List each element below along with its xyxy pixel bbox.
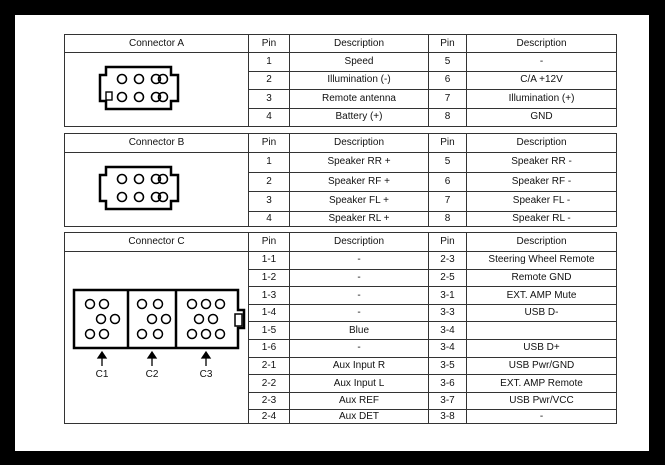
pin-description: - [467, 410, 617, 424]
pin-number: 6 [429, 71, 467, 90]
connector-a-header-row [65, 35, 617, 53]
pin-header: Pin [249, 233, 290, 252]
c1-label: C1 [95, 369, 108, 380]
pin-description: USB Pwr/VCC [467, 392, 617, 410]
pin-description: Illumination (-) [290, 71, 429, 90]
pin-number: 1 [249, 153, 290, 173]
pin-description: Speaker RF - [467, 172, 617, 192]
pin-description: Aux Input R [290, 357, 429, 375]
pin-header: Pin [249, 35, 290, 53]
pin-description: Remote GND [467, 269, 617, 287]
pin-description: GND [467, 108, 617, 127]
pin-description: EXT. AMP Mute [467, 287, 617, 305]
pin-description: Speed [290, 53, 429, 72]
pin-description [467, 322, 617, 340]
pin-number: 1-3 [249, 287, 290, 305]
pin-number: 3-4 [429, 340, 467, 358]
pin-description: Aux Input L [290, 375, 429, 393]
pin-description: - [290, 304, 429, 322]
pin-description: Aux DET [290, 410, 429, 424]
pin-number: 7 [429, 90, 467, 109]
pin-number: 2-3 [249, 392, 290, 410]
connector-a-shape [66, 53, 248, 123]
pin-description: Aux REF [290, 392, 429, 410]
pin-number: 2 [249, 71, 290, 90]
pin-description: EXT. AMP Remote [467, 375, 617, 393]
pin-number: 5 [429, 53, 467, 72]
pin-description: USB D- [467, 304, 617, 322]
pin-number: 2-1 [249, 357, 290, 375]
description-header: Description [467, 134, 617, 153]
connector-a-diagram [65, 53, 249, 127]
pin-description: Steering Wheel Remote [467, 252, 617, 270]
connector-b-header-row [65, 134, 617, 153]
pin-number: 3-6 [429, 375, 467, 393]
pin-description: - [290, 269, 429, 287]
pin-number: 1 [249, 53, 290, 72]
c3-label: C3 [199, 369, 212, 380]
pin-number: 8 [429, 211, 467, 226]
table-row [65, 53, 617, 72]
pin-number: 3-3 [429, 304, 467, 322]
pin-description: Illumination (+) [467, 90, 617, 109]
pin-description: Blue [290, 322, 429, 340]
pin-description: Battery (+) [290, 108, 429, 127]
connector-b-shape [66, 153, 248, 223]
connector-a-title: Connector A [65, 35, 249, 53]
pin-description: - [290, 287, 429, 305]
pin-number: 5 [429, 153, 467, 173]
pin-header: Pin [429, 35, 467, 53]
description-header: Description [467, 233, 617, 252]
pin-description: Speaker RL + [290, 211, 429, 226]
connector-c-table [64, 232, 617, 424]
pin-description: C/A +12V [467, 71, 617, 90]
pin-number: 6 [429, 172, 467, 192]
pin-description: Speaker RL - [467, 211, 617, 226]
connector-c-header-row [65, 233, 617, 252]
description-header: Description [467, 35, 617, 53]
pin-number: 2-2 [249, 375, 290, 393]
connector-c-diagram [65, 252, 249, 424]
pin-number: 3-1 [429, 287, 467, 305]
pin-description: Speaker RR + [290, 153, 429, 173]
pin-description: - [467, 53, 617, 72]
pin-number: 2-5 [429, 269, 467, 287]
pin-description: USB D+ [467, 340, 617, 358]
description-header: Description [290, 35, 429, 53]
pin-description: USB Pwr/GND [467, 357, 617, 375]
pin-description: Speaker FL - [467, 192, 617, 212]
pin-number: 3-4 [429, 322, 467, 340]
pinout-sheet [15, 15, 649, 451]
pin-description: - [290, 252, 429, 270]
pin-description: Speaker FL + [290, 192, 429, 212]
pin-header: Pin [429, 134, 467, 153]
pin-description: Remote antenna [290, 90, 429, 109]
pin-number: 3 [249, 192, 290, 212]
pin-description: - [290, 340, 429, 358]
pin-number: 8 [429, 108, 467, 127]
pin-number: 2-3 [429, 252, 467, 270]
pin-number: 4 [249, 108, 290, 127]
pin-number: 1-5 [249, 322, 290, 340]
connector-b-title: Connector B [65, 134, 249, 153]
connector-b-table [64, 133, 617, 227]
pin-description: Speaker RF + [290, 172, 429, 192]
pin-description: Speaker RR - [467, 153, 617, 173]
connector-c-title: Connector C [65, 233, 249, 252]
pin-number: 3-8 [429, 410, 467, 424]
pin-number: 4 [249, 211, 290, 226]
connector-b-diagram [65, 153, 249, 227]
pin-header: Pin [249, 134, 290, 153]
pin-number: 3-7 [429, 392, 467, 410]
pin-number: 1-4 [249, 304, 290, 322]
description-header: Description [290, 134, 429, 153]
table-row [65, 153, 617, 173]
pin-number: 2-4 [249, 410, 290, 424]
pin-number: 1-1 [249, 252, 290, 270]
c2-label: C2 [145, 369, 158, 380]
pin-number: 1-6 [249, 340, 290, 358]
connector-a-table [64, 34, 617, 127]
pin-number: 2 [249, 172, 290, 192]
description-header: Description [290, 233, 429, 252]
table-row [65, 252, 617, 270]
pin-number: 1-2 [249, 269, 290, 287]
pin-number: 3 [249, 90, 290, 109]
connector-c-shape [66, 252, 248, 420]
pin-header: Pin [429, 233, 467, 252]
pin-number: 3-5 [429, 357, 467, 375]
pin-number: 7 [429, 192, 467, 212]
